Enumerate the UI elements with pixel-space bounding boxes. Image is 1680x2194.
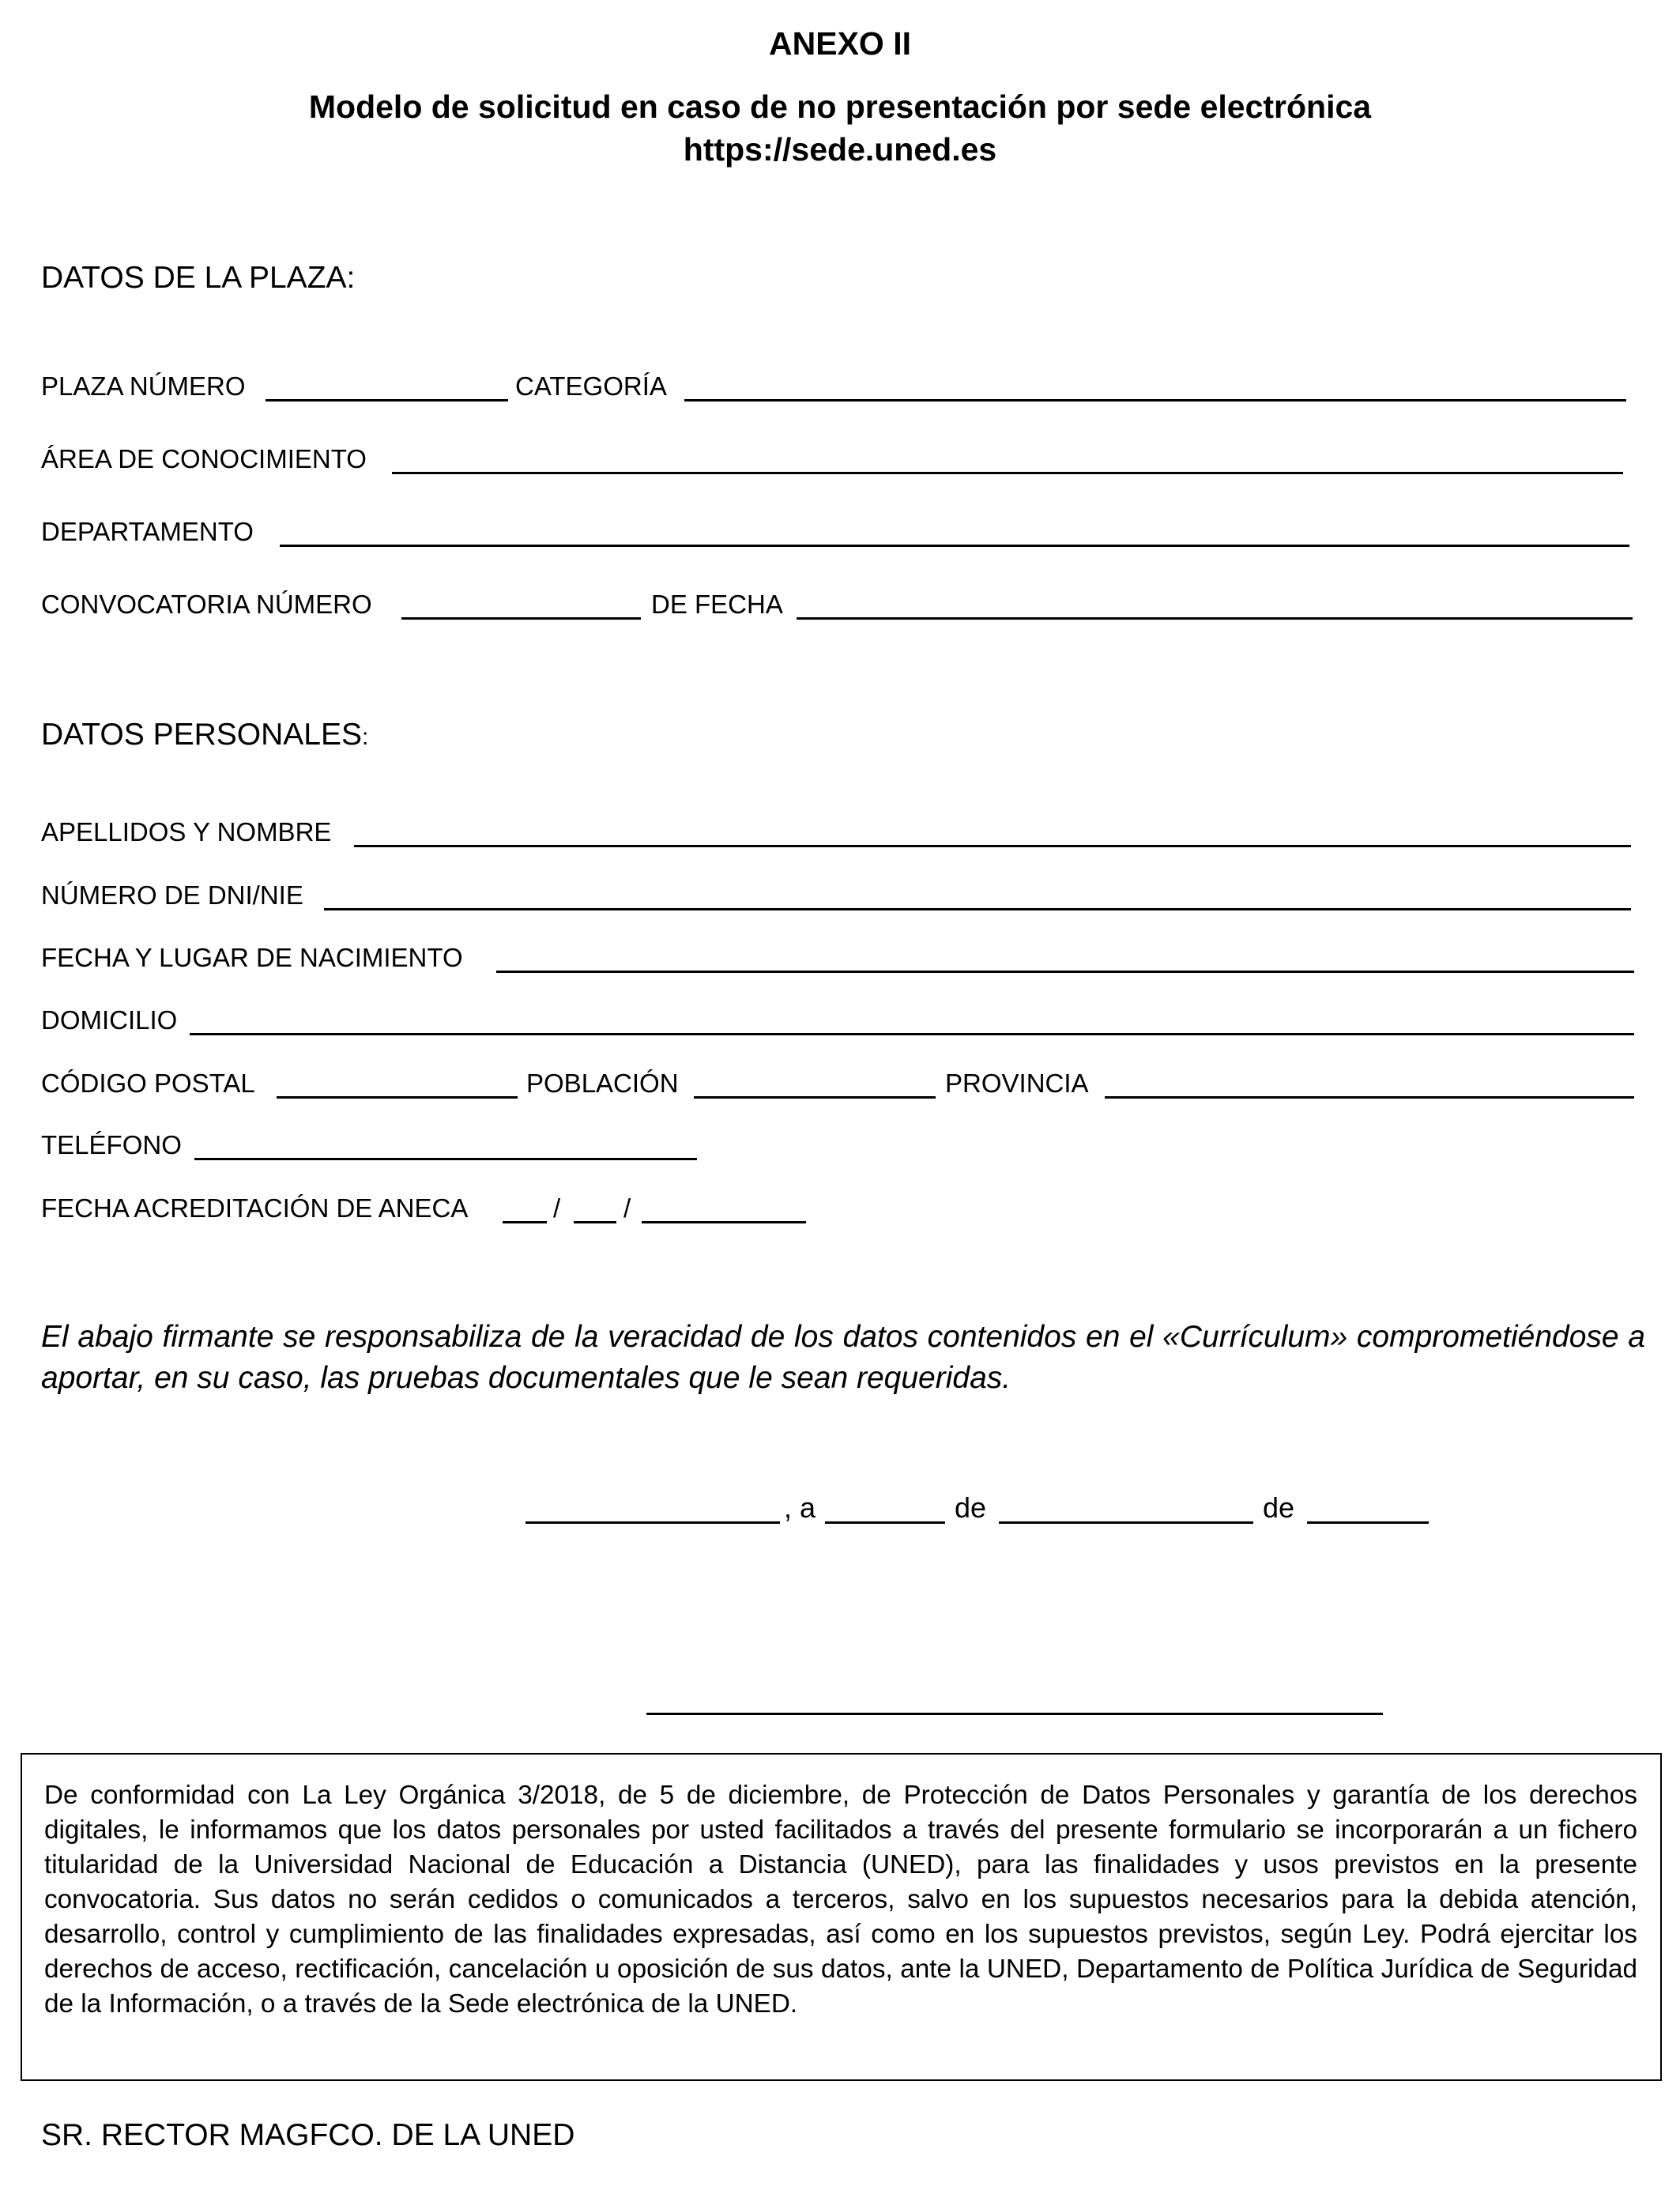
nacimiento-field[interactable]	[496, 971, 1634, 973]
privacy-notice-box	[21, 1753, 1662, 2081]
signature-field[interactable]	[646, 1713, 1383, 1715]
domicilio-label: DOMICILIO	[41, 1005, 178, 1035]
aneca-year-field[interactable]	[642, 1221, 806, 1223]
apellidos-label: APELLIDOS Y NOMBRE	[41, 817, 332, 846]
departamento-label: DEPARTAMENTO	[41, 517, 254, 546]
area-label: ÁREA DE CONOCIMIENTO	[41, 444, 367, 473]
date-sep-de-1: de	[955, 1491, 987, 1524]
area-field[interactable]	[392, 472, 1623, 474]
sede-url: https://sede.uned.es	[683, 131, 997, 168]
provincia-field[interactable]	[1105, 1096, 1634, 1099]
telefono-field[interactable]	[194, 1158, 697, 1160]
plaza-numero-label: PLAZA NÚMERO	[41, 371, 246, 401]
apellidos-field[interactable]	[354, 845, 1631, 847]
telefono-label: TELÉFONO	[41, 1130, 182, 1159]
plaza-numero-field[interactable]	[266, 399, 508, 401]
aneca-slash-1: /	[553, 1193, 561, 1223]
addressee: SR. RECTOR MAGFCO. DE LA UNED	[41, 2118, 575, 2152]
declaration-text: El abajo firmante se responsabiliza de la veracidad de los datos contenidos en el «Currículum» comprometiéndose a aportar, en su caso, las pruebas documentales que le sean requeridas.	[41, 1320, 1645, 1395]
categoria-label: CATEGORÍA	[515, 371, 667, 401]
aneca-day-field[interactable]	[503, 1221, 547, 1223]
month-field[interactable]	[999, 1521, 1253, 1524]
dni-field[interactable]	[324, 908, 1631, 910]
plaza-heading: DATOS DE LA PLAZA:	[41, 261, 356, 295]
poblacion-label: POBLACIÓN	[526, 1069, 679, 1098]
privacy-notice-text: De conformidad con La Ley Orgánica 3/2018, de 5 de diciembre, de Protección de Datos Personales y garantía de los derechos digitales, le informamos que los datos personales por usted facilitados a través del presente formulario se incorporarán a un fichero titularidad de la Universidad Nacional de Educación a Distancia (UNED), para las finalidades y usos previstos en la presente convocatoria. Sus datos no serán cedidos o comunicados a terceros, salvo en los supuestos necesarios para la debida atención, desarrollo, control y cumplimiento de las finalidades expresadas, así como en los supuestos previstos, según Ley. Podrá ejercitar los derechos de acceso, rectificación, cancelación u oposición de sus datos, ante la UNED, Departamento de Política Jurídica de Seguridad de la Información, o a través de la Sede electrónica de la UNED.	[44, 1781, 1637, 2019]
departamento-field[interactable]	[280, 545, 1629, 547]
nacimiento-label: FECHA Y LUGAR DE NACIMIENTO	[41, 943, 463, 972]
codigo-postal-label: CÓDIGO POSTAL	[41, 1069, 255, 1098]
dni-label: NÚMERO DE DNI/NIE	[41, 880, 303, 910]
personal-heading-text: DATOS PERSONALES	[41, 718, 363, 752]
aneca-month-field[interactable]	[574, 1221, 616, 1223]
form-subtitle: Modelo de solicitud en caso de no presentación por sede electrónica	[308, 89, 1372, 125]
date-sep-de-2: de	[1263, 1491, 1295, 1524]
poblacion-field[interactable]	[694, 1096, 936, 1099]
year-field[interactable]	[1307, 1521, 1429, 1524]
convocatoria-label: CONVOCATORIA NÚMERO	[41, 590, 372, 619]
place-field[interactable]	[525, 1521, 780, 1524]
day-field[interactable]	[825, 1521, 945, 1524]
codigo-postal-field[interactable]	[277, 1096, 518, 1099]
aneca-slash-2: /	[623, 1193, 631, 1223]
provincia-label: PROVINCIA	[945, 1069, 1089, 1098]
convocatoria-field[interactable]	[401, 617, 641, 620]
de-fecha-label: DE FECHA	[651, 590, 783, 619]
personal-heading	[41, 718, 368, 752]
de-fecha-field[interactable]	[797, 617, 1633, 620]
personal-heading-colon: :	[362, 724, 369, 750]
domicilio-field[interactable]	[190, 1033, 1634, 1035]
aneca-label: FECHA ACREDITACIÓN DE ANECA	[41, 1193, 469, 1223]
annex-title: ANEXO II	[769, 25, 911, 62]
date-sep-a: , a	[784, 1491, 816, 1524]
categoria-field[interactable]	[684, 399, 1626, 401]
